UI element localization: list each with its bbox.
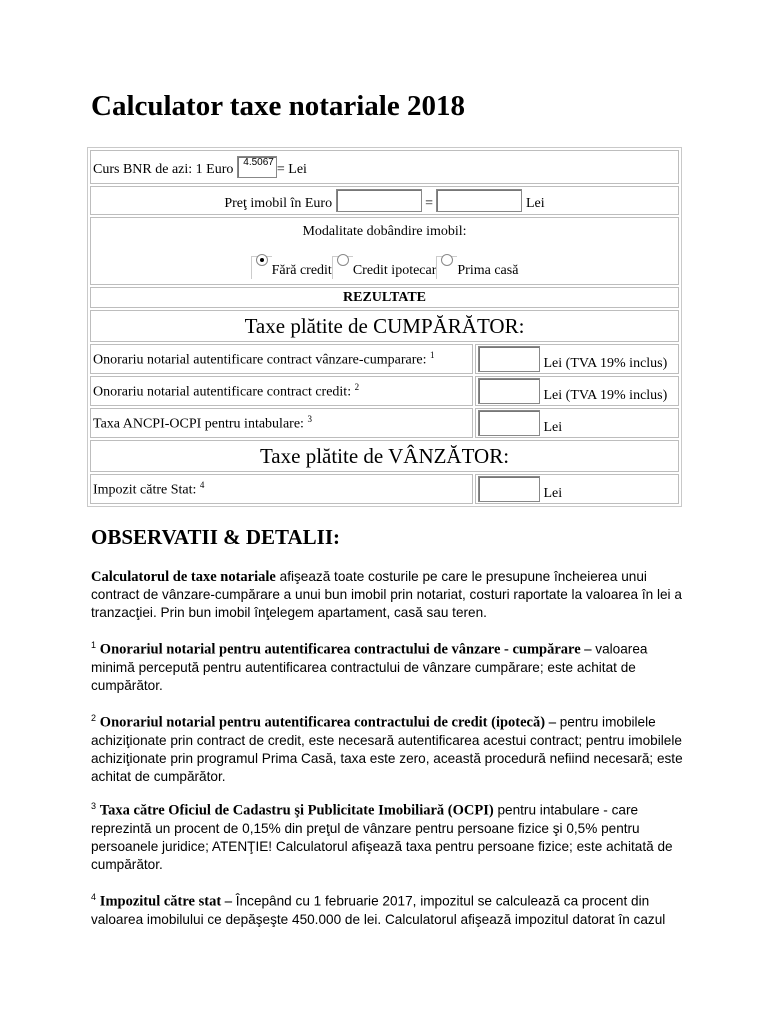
- result-label: Onorariu notarial autentificare contract credit:: [93, 384, 352, 400]
- modalitate-row: [90, 217, 679, 285]
- curs-label: Curs BNR de azi: 1 Euro: [93, 162, 234, 177]
- onorariu-vanzare-output[interactable]: [478, 346, 540, 372]
- note-paragraph-1: [91, 636, 685, 695]
- result-unit: Lei: [543, 420, 563, 435]
- result-row-label: [90, 474, 473, 504]
- note-ref: 4: [199, 479, 205, 490]
- note-bold: Onorariul notarial pentru autentificarea contractului de credit (ipotecă) –: [99, 714, 556, 731]
- result-label: Taxa ANCPI-OCPI pentru intabulare:: [93, 416, 304, 432]
- note-text: Începând cu 1 februarie 2017, impozitul se calculează ca procent din valoarea imobilului ce depăşeşte 450.000 de lei. Calculatorul afişează impozitul datorat în cazul: [91, 893, 666, 927]
- result-row-value: [475, 408, 679, 438]
- option-fara-credit-label: Fără credit: [271, 262, 332, 278]
- option-prima-casa[interactable]: [436, 256, 457, 279]
- pret-lei-label: Lei: [525, 196, 545, 211]
- note-paragraph-3: [91, 797, 685, 874]
- observatii-title: OBSERVATII & DETALII:: [91, 525, 340, 549]
- result-unit: Lei: [543, 486, 563, 501]
- result-label: Onorariu notarial autentificare contract vânzare-cumparare:: [93, 352, 427, 368]
- equals-sign: =: [425, 196, 433, 211]
- result-unit: Lei (TVA 19% inclus): [543, 388, 668, 403]
- note-paragraph-2: [91, 709, 685, 786]
- option-prima-casa-label: Prima casă: [457, 262, 519, 278]
- result-row-label: [90, 344, 473, 374]
- note-ref: 3: [307, 413, 312, 424]
- pret-lei-input[interactable]: [436, 189, 522, 212]
- curs-unit-label: = Lei: [276, 162, 307, 177]
- result-unit: Lei (TVA 19% inclus): [543, 356, 668, 371]
- pret-label: Preţ imobil în Euro: [224, 196, 333, 211]
- note-bold: Impozitul către stat –: [99, 893, 233, 910]
- radio-selected-icon[interactable]: [256, 254, 268, 266]
- note-number: 1: [91, 640, 97, 650]
- rezultate-header: REZULTATE: [90, 287, 679, 308]
- note-ref: 1: [429, 349, 435, 360]
- note-number: 2: [91, 713, 97, 723]
- page-title: Calculator taxe notariale 2018: [91, 90, 465, 122]
- pret-row: [90, 186, 679, 215]
- result-label: Impozit către Stat:: [93, 482, 197, 498]
- result-row-value: [475, 344, 679, 374]
- pret-euro-input[interactable]: [336, 189, 422, 212]
- radio-icon[interactable]: [441, 254, 453, 266]
- vanzator-title: Taxe plătite de VÂNZĂTOR:: [90, 440, 679, 472]
- taxa-ancpi-output[interactable]: [478, 410, 540, 436]
- note-paragraph-4: [91, 888, 685, 929]
- note-number: 4: [91, 892, 97, 902]
- option-fara-credit[interactable]: [251, 256, 272, 279]
- result-row-value: [475, 474, 679, 504]
- result-row-value: [475, 376, 679, 406]
- curs-row: [90, 150, 679, 184]
- modalitate-options: [93, 256, 676, 279]
- radio-icon[interactable]: [337, 254, 349, 266]
- intro-bold: Calculatorul de taxe notariale: [91, 569, 276, 585]
- note-bold: Taxa către Oficiul de Cadastru şi Publicitate Imobiliară (OCPI): [99, 802, 494, 819]
- note-text: valoarea minimă percepută pentru autentificarea contractului de vânzare cumpărare; este achitat de cumpărător.: [91, 641, 648, 693]
- note-text: pentru imobilele achiziţionate prin contract de credit, este necesară autentificarea acestui contract; pentru imobilele achiziţionate prin programul Prima Casă, taxa este zero, această procedură nefiind necesară; este achitat de cumpărător.: [91, 714, 683, 784]
- note-text: pentru intabulare - care reprezintă un procent de 0,15% din preţul de vânzare pentru persoane fizice şi 0,5% pentru persoanele juridice; ATENŢIE! Calculatorul afişează taxa pentru persoane fizice; este achitată de cumpărător.: [91, 802, 673, 872]
- intro-text: afişează toate costurile pe care le presupune încheierea unui contract de vânzare-cumpărare a unui bun imobil prin notariat, costuri raportate la valoarea în lei a tranzacţiei. Prin bun imobil înţelegem apartament, casă sau teren.: [91, 569, 682, 620]
- note-bold: Onorariul notarial pentru autentificarea contractului de vânzare - cumpărare –: [99, 641, 592, 658]
- cumparator-title: Taxe plătite de CUMPĂRĂTOR:: [90, 310, 679, 342]
- note-ref: 2: [354, 381, 360, 392]
- note-number: 3: [91, 801, 97, 811]
- result-row-label: [90, 376, 473, 406]
- intro-paragraph: [91, 568, 685, 622]
- impozit-output[interactable]: [478, 476, 540, 502]
- result-row-label: [90, 408, 473, 438]
- curs-input[interactable]: 4.5067: [237, 156, 277, 178]
- onorariu-credit-output[interactable]: [478, 378, 540, 404]
- option-credit-ipotecar-label: Credit ipotecar: [352, 262, 437, 278]
- calculator-table: [87, 147, 682, 507]
- option-credit-ipotecar[interactable]: [332, 256, 353, 279]
- modalitate-label: Modalitate dobândire imobil:: [302, 223, 467, 239]
